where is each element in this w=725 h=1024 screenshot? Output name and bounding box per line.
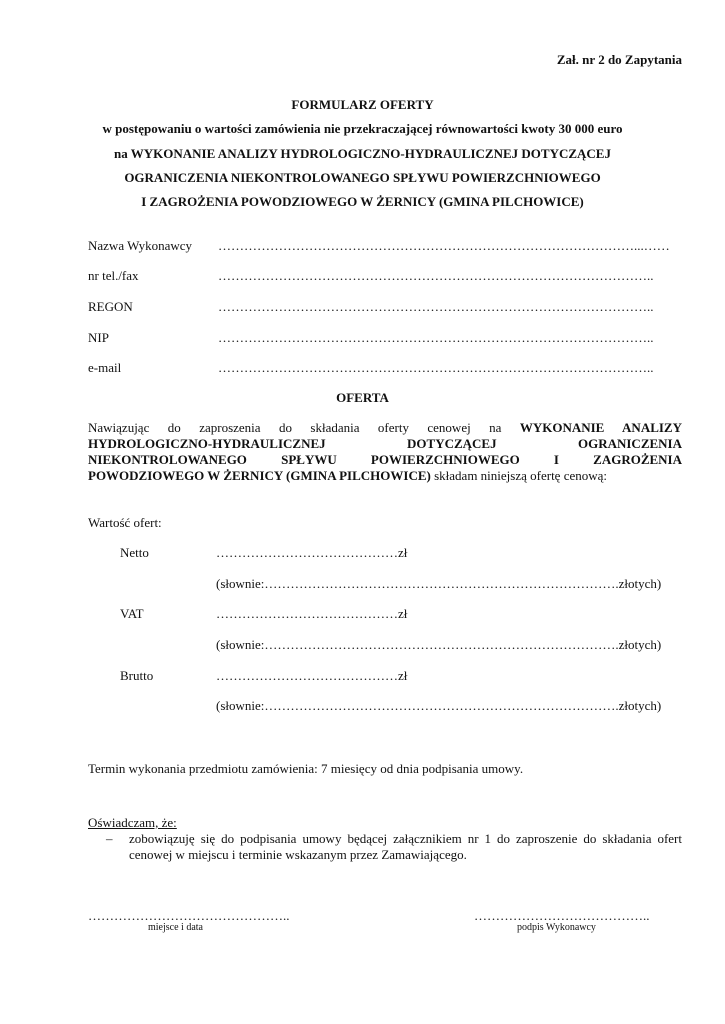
declaration-line-2: cenowej w miejscu i terminie wskazanym przez Zamawiającego.	[129, 847, 467, 862]
signature-field[interactable]: …………………………………..	[474, 908, 650, 923]
offer-paragraph-line-2: HYDROLOGICZNO-HYDRAULICZNEJ DOTYCZĄCEJ OGRANICZENIA	[88, 436, 682, 451]
regon-field[interactable]: ………………………………………………………………………………………..	[218, 299, 654, 314]
offer-text-closing: składam niniejszą ofertę cenową:	[430, 468, 608, 483]
deadline-text: Termin wykonania przedmiotu zamówienia: 7 miesięcy od dnia podpisania umowy.	[88, 761, 524, 776]
offer-paragraph-line-1	[88, 420, 682, 436]
email-field[interactable]: ………………………………………………………………………………………..	[218, 360, 654, 375]
header-line-4: I ZAGROŻENIA POWODZIOWEGO W ŻERNICY (GMINA PILCHOWICE)	[141, 194, 584, 209]
form-title: FORMULARZ OFERTY	[291, 97, 434, 112]
netto-words-field[interactable]: (słownie:……………………………………………………………………….złotych)	[216, 576, 662, 591]
brutto-label: Brutto	[120, 668, 154, 683]
nip-field[interactable]: ………………………………………………………………………………………..	[218, 330, 654, 345]
offer-paragraph-line-4	[88, 468, 607, 484]
declaration-heading: Oświadczam, że:	[88, 815, 177, 830]
offer-text-intro: Nawiązując do zaproszenia do składania oferty cenowej na	[88, 420, 520, 435]
netto-amount-field[interactable]: ……………………………………zł	[216, 545, 408, 560]
place-date-field[interactable]: ………………………………………..	[88, 908, 290, 923]
offer-text-subject-1: WYKONANIE ANALIZY	[519, 420, 682, 435]
offer-paragraph-line-3: NIEKONTROLOWANEGO SPŁYWU POWIERZCHNIOWEGO I ZAGROŻENIA	[88, 452, 682, 467]
place-date-caption: miejsce i data	[148, 922, 203, 933]
vat-words-field[interactable]: (słownie:……………………………………………………………………….złotych)	[216, 637, 662, 652]
regon-label: REGON	[88, 299, 133, 314]
phone-field[interactable]: ………………………………………………………………………………………..	[218, 268, 654, 283]
vat-amount-field[interactable]: ……………………………………zł	[216, 606, 408, 621]
header-line-1: w postępowaniu o wartości zamówienia nie przekraczającej równowartości kwoty 30 000 euro	[102, 121, 623, 136]
offer-heading: OFERTA	[336, 390, 389, 405]
offer-value-label: Wartość ofert:	[88, 515, 162, 530]
phone-label: nr tel./fax	[88, 268, 139, 283]
nip-label: NIP	[88, 330, 109, 345]
netto-label: Netto	[120, 545, 149, 560]
brutto-amount-field[interactable]: ……………………………………zł	[216, 668, 408, 683]
declaration-line-1: zobowiązuję się do podpisania umowy będącej załącznikiem nr 1 do zaproszenie do składania ofert	[129, 831, 682, 846]
contractor-name-field[interactable]: ……………………………………………………………………………………...……	[218, 238, 670, 253]
offer-text-subject-4: POWODZIOWEGO W ŻERNICY (GMINA PILCHOWICE)	[88, 468, 431, 483]
signature-caption: podpis Wykonawcy	[517, 922, 596, 933]
header-line-2: na WYKONANIE ANALIZY HYDROLOGICZNO-HYDRAULICZNEJ DOTYCZĄCEJ	[114, 146, 611, 161]
attachment-note: Zał. nr 2 do Zapytania	[556, 52, 682, 67]
brutto-words-field[interactable]: (słownie:……………………………………………………………………….złotych)	[216, 698, 662, 713]
contractor-name-label: Nazwa Wykonawcy	[88, 238, 193, 253]
header-line-3: OGRANICZENIA NIEKONTROLOWANEGO SPŁYWU POWIERZCHNIOWEGO	[124, 170, 601, 185]
vat-label: VAT	[120, 606, 144, 621]
declaration-bullet: –	[106, 831, 113, 846]
email-label: e-mail	[88, 360, 122, 375]
